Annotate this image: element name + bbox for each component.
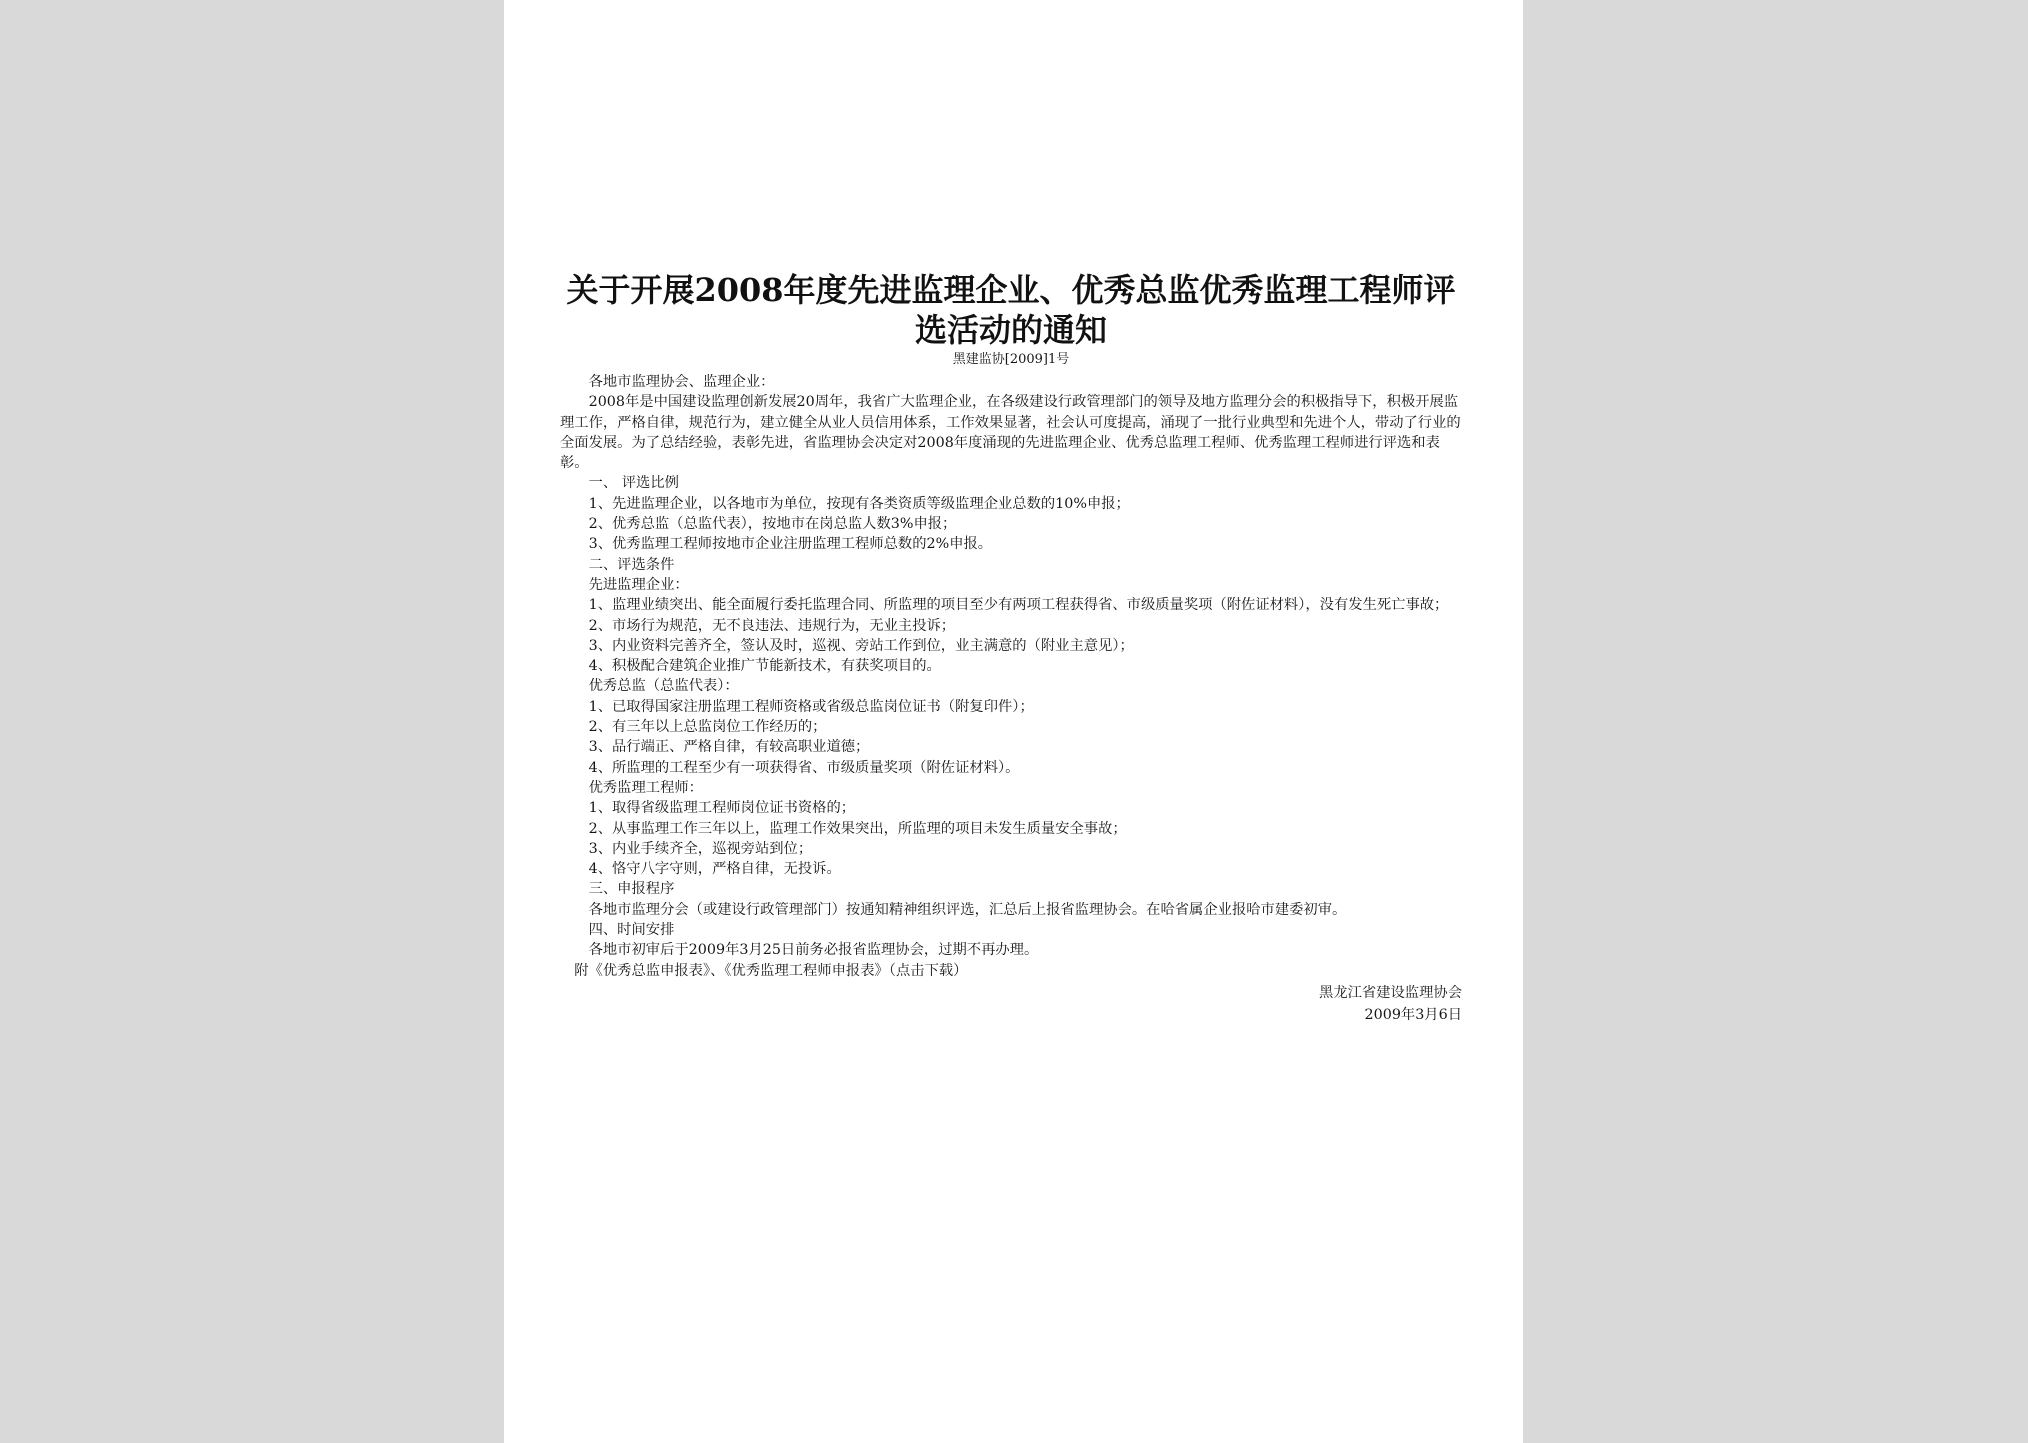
list-item: 2、从事监理工作三年以上，监理工作效果突出，所监理的项目未发生质量安全事故； [588, 820, 1127, 837]
section-heading: 四、时间安排 [588, 922, 675, 939]
issuer-name: 黑龙江省建设监理协会 [1319, 984, 1462, 1001]
list-item: 1、监理业绩突出、能全面履行委托监理合同、所监理的项目至少有两项工程获得省、市级质量奖项（附佐证材料），没有发生死亡事故； [588, 597, 1449, 614]
list-item: 2、市场行为规范，无不良违法、违规行为，无业主投诉； [588, 617, 956, 634]
section-heading: 三、申报程序 [588, 881, 675, 898]
attachment-link[interactable]: 附《优秀总监申报表》、《优秀监理工程师申报表》（点击下载） [574, 962, 968, 979]
document-body [560, 372, 1462, 981]
subsection-heading: 先进监理企业： [588, 576, 689, 593]
section-paragraph: 各地市初审后于2009年3月25日前务必报省监理协会，过期不再办理。 [588, 942, 1039, 959]
list-item: 3、内业手续齐全，巡视旁站到位； [588, 840, 813, 857]
issue-date: 2009年3月6日 [1364, 1007, 1462, 1024]
salutation: 各地市监理协会、监理企业： [588, 374, 775, 390]
list-item: 3、优秀监理工程师按地市企业注册监理工程师总数的2%申报。 [588, 536, 993, 553]
document-page [504, 0, 1523, 1443]
list-item: 2、有三年以上总监岗位工作经历的； [588, 719, 827, 736]
document-content [560, 270, 1462, 1026]
section-paragraph: 各地市监理分会（或建设行政管理部门）按通知精神组织评选，汇总后上报省监理协会。在哈省属企业报哈市建委初审。 [588, 901, 1347, 918]
document-title: 关于开展2008年度先进监理企业、优秀总监优秀监理工程师评选活动的通知 [566, 271, 1456, 349]
list-item: 1、取得省级监理工程师岗位证书资格的； [588, 800, 856, 817]
list-item: 1、已取得国家注册监理工程师资格或省级总监岗位证书（附复印件）； [588, 698, 1034, 715]
section-heading: 二、评选条件 [588, 556, 675, 573]
intro-paragraph: 2008年是中国建设监理创新发展20周年，我省广大监理企业，在各级建设行政管理部门的领导及地方监理分会的积极指导下，积极开展监理工作，严格自律，规范行为，建立健全从业人员信用体系，工作效果显著，社会认可度提高，涌现了一批行业典型和先进个人，带动了行业的全面发展。为了总结经验，表彰先进，省监理协会决定对2008年度涌现的先进监理企业、优秀总监理工程师、优秀监理工程师进行评选和表彰。 [560, 394, 1461, 472]
list-item: 4、所监理的工程至少有一项获得省、市级质量奖项（附佐证材料）。 [588, 759, 1020, 776]
list-item: 3、品行端正、严格自律，有较高职业道德； [588, 739, 870, 756]
section-heading: 一、 评选比例 [588, 475, 679, 492]
list-item: 1、先进监理企业，以各地市为单位，按现有各类资质等级监理企业总数的10%申报； [588, 495, 1130, 512]
list-item: 4、积极配合建筑企业推广节能新技术，有获奖项目的。 [588, 658, 941, 675]
document-number: 黑建监协[2009]1号 [952, 352, 1070, 367]
subsection-heading: 优秀总监（总监代表）： [588, 678, 739, 695]
list-item: 3、内业资料完善齐全，签认及时，巡视、旁站工作到位，业主满意的（附业主意见）； [588, 637, 1134, 654]
subsection-heading: 优秀监理工程师： [588, 779, 703, 796]
list-item: 2、优秀总监（总监代表），按地市在岗总监人数3%申报； [588, 516, 957, 533]
list-item: 4、恪守八字守则，严格自律，无投诉。 [588, 861, 841, 878]
